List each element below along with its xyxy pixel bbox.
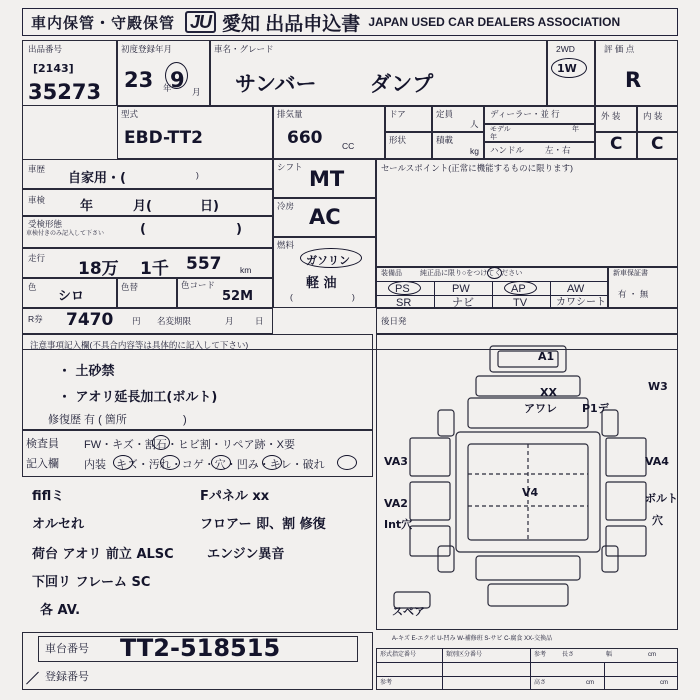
- label-equipment: 装備品: [381, 270, 402, 277]
- circle-mark-kizu: [152, 435, 170, 450]
- diagram-label-int-ana: Int穴: [384, 518, 413, 531]
- value-shuppin-bango: 35273: [28, 80, 102, 104]
- circle-mark-koge: [211, 455, 231, 470]
- free-note-3-left: 荷台 アオリ 前立 ALSC: [32, 547, 174, 562]
- label-name-change-month: 月: [225, 316, 234, 326]
- diagram-label-v4: V4: [522, 486, 539, 499]
- circle-mark-yabure: [337, 455, 357, 470]
- free-note-5-left: 各 AV.: [40, 603, 81, 618]
- header-left-text: 車内保管・守殿保管: [31, 14, 176, 32]
- label-shift: シフト: [277, 162, 303, 172]
- unit-reg-month: 月: [192, 87, 201, 97]
- diagram-label-ana: 穴: [652, 514, 663, 527]
- header-association: JAPAN USED CAR DEALERS ASSOCIATION: [368, 15, 621, 29]
- label-inspection-type: 受検形態: [28, 219, 63, 229]
- label-reference-2: 参考: [380, 680, 393, 686]
- value-new-car-warranty: 有 ・ 無: [618, 289, 649, 299]
- label-registration-number: 登録番号: [45, 671, 89, 683]
- value-shift: MT: [309, 167, 345, 191]
- label-shuppin-bango: 出品番号: [28, 44, 63, 54]
- circle-mark-yogore: [160, 455, 180, 470]
- unit-cm-1: cm: [648, 652, 656, 658]
- value-mileage-rest: 557: [186, 254, 222, 274]
- label-repair-history-close: ): [183, 414, 187, 426]
- label-length: 長さ: [562, 652, 575, 658]
- label-aircon: 冷房: [277, 201, 295, 211]
- value-fuel-other-open: (: [290, 292, 293, 302]
- unit-mileage: km: [240, 265, 252, 275]
- label-reference-1: 参考: [534, 652, 547, 658]
- label-inspection: 車検: [28, 195, 46, 205]
- circle-mark-naiso-kizu: [113, 455, 133, 470]
- cell-history: [22, 159, 273, 189]
- value-fuel-other-close: ): [352, 292, 355, 302]
- value-chassis-number: TT2-518515: [120, 634, 281, 662]
- value-interior: C: [651, 134, 664, 154]
- header-title: 愛知 出品申込書: [222, 13, 361, 35]
- diagram-label-va2: VA2: [384, 497, 408, 510]
- value-aircon: AC: [309, 205, 341, 229]
- value-inspection-day: 日): [200, 199, 219, 214]
- label-load: 積載: [436, 135, 454, 145]
- label-repair-history: 修復歴 有 ( 箇所: [48, 414, 127, 426]
- diagram-legend: A-キズ E-エクボ U-凹み W-補修班 S-サビ C-腐食 XX-交換品: [392, 636, 553, 642]
- footer-divider-v3: [604, 662, 605, 690]
- value-reg-year: 23: [124, 68, 154, 92]
- unit-capacity: 人: [470, 119, 479, 129]
- cell-after-date: [376, 308, 678, 334]
- equipment-leather-seat: カワシート: [556, 297, 606, 308]
- vehicle-diagram-svg: [376, 334, 678, 630]
- value-inspection-type-close: ): [236, 222, 242, 237]
- diagram-label-w3: W3: [648, 380, 668, 393]
- equipment-tv: TV: [513, 297, 528, 309]
- label-interior: 内 装: [643, 111, 663, 121]
- ju-logo: JU: [185, 11, 216, 34]
- footer-table: [376, 648, 678, 690]
- value-fuel-diesel: 軽 油: [306, 276, 337, 291]
- label-name-change-deadline: 名変期限: [157, 316, 192, 326]
- notes-line-2: ・ アオリ延長加工(ボルト): [58, 390, 218, 405]
- value-model-name: サンバー: [235, 72, 317, 96]
- label-mileage: 走行: [28, 253, 46, 263]
- value-inspection-year: 年: [80, 199, 94, 214]
- value-history: 自家用・(: [68, 171, 126, 186]
- value-history-close: ): [196, 170, 199, 180]
- label-exterior: 外 装: [601, 111, 621, 121]
- value-mileage-man: 18万: [78, 259, 119, 279]
- note-equipment: 純正品に限り○をつけてください: [420, 270, 523, 277]
- notes-line-1: ・ 土砂禁: [58, 364, 115, 379]
- value-katashiki: EBD-TT2: [124, 128, 203, 148]
- divider-equipment-v2: [492, 281, 493, 308]
- divider-equipment-v3: [550, 281, 551, 308]
- free-note-4-left: 下回リ フレーム SC: [32, 575, 151, 590]
- cell-sales-point: [376, 159, 678, 267]
- value-recycle-ticket: 7470: [66, 310, 114, 330]
- slash-mark: ／: [26, 672, 40, 687]
- value-exterior: C: [610, 134, 623, 154]
- unit-recycle-ticket: 円: [132, 316, 141, 326]
- value-grade: ダンプ: [370, 72, 434, 96]
- footer-divider-1: [376, 662, 678, 663]
- circle-mark-equipment-note: [487, 267, 502, 279]
- label-width: 幅: [606, 652, 613, 658]
- equipment-sr: SR: [396, 297, 412, 309]
- value-displacement: 660: [287, 128, 323, 148]
- value-inspection-month: 月(: [133, 199, 152, 214]
- label-first-registration: 初度登録年月: [121, 44, 173, 54]
- diagram-label-va3: VA3: [384, 455, 408, 468]
- unit-reg-year: 年: [163, 83, 172, 93]
- inspector-interior-items: キズ・汚れ・コゲ・穴・凹み・キレ・破れ: [116, 459, 325, 471]
- footer-divider-v1: [442, 648, 443, 690]
- label-recycle-ticket: R券: [28, 314, 43, 324]
- value-handle: 左・右: [545, 145, 571, 155]
- label-color-code: 色コード: [181, 280, 216, 290]
- circle-mark-drive: [551, 58, 587, 78]
- equipment-navi: ナビ: [452, 297, 474, 309]
- label-chassis-number: 車台番号: [45, 643, 89, 655]
- free-note-1-mid: Fパネル xx: [200, 489, 270, 504]
- value-mileage-sen: 1千: [140, 259, 169, 279]
- circle-mark-ap: [504, 281, 537, 295]
- value-fuel-gasoline: ガソリン: [306, 254, 350, 267]
- label-interior-row: 内装: [84, 459, 106, 471]
- label-new-car-warranty: 新車保証書: [613, 270, 648, 277]
- label-entry-field: 記入欄: [26, 458, 59, 470]
- label-fuel: 燃料: [277, 240, 295, 250]
- equipment-aw: AW: [567, 283, 585, 295]
- cell-recycle-ticket: [22, 308, 273, 334]
- divider-equipment-v1: [434, 281, 435, 308]
- label-category-classification: 類別区分番号: [446, 652, 483, 658]
- label-displacement: 排気量: [277, 109, 303, 119]
- sheet-header: [22, 8, 678, 36]
- unit-cm-3: cm: [660, 680, 668, 686]
- value-inspection-type-open: (: [140, 222, 146, 237]
- free-note-2-left: オルセれ: [32, 517, 85, 532]
- equipment-ps: PS: [395, 283, 410, 295]
- footer-divider-2: [376, 676, 678, 677]
- label-model: モデル: [490, 126, 511, 133]
- label-history: 車歴: [28, 164, 46, 174]
- inspector-exterior-items: FW・キズ・割石・ヒビ割・リペア跡・X要: [84, 439, 295, 451]
- label-color-change: 色替: [121, 282, 139, 292]
- label-name-change-day: 日: [255, 316, 264, 326]
- diagram-label-a1: A1: [538, 350, 555, 363]
- value-drive: 1W: [557, 62, 577, 75]
- unit-load: kg: [470, 146, 479, 156]
- label-inspector: 検査員: [26, 438, 59, 450]
- label-type-designation: 形式指定番号: [380, 652, 417, 658]
- free-note-3-mid: エンジン異音: [207, 547, 285, 562]
- free-note-2-mid: フロアー 即、割 修復: [200, 517, 326, 532]
- value-color: シロ: [58, 289, 85, 304]
- circle-mark-month: [165, 62, 188, 89]
- label-model-year-sub: 年: [572, 126, 579, 133]
- diagram-label-va4: VA4: [645, 455, 669, 468]
- unit-displacement: CC: [342, 141, 355, 151]
- diagram-label-p1de: P1デ: [582, 402, 609, 415]
- label-capacity: 定員: [436, 109, 454, 119]
- unit-cm-2: cm: [586, 680, 594, 686]
- label-color: 色: [28, 282, 37, 292]
- diagram-label-spare: スペア: [392, 605, 425, 618]
- label-dealer-import: ディーラー・並 行: [490, 109, 560, 119]
- label-model-year-2: 年: [490, 134, 497, 141]
- label-handle: ハンドル: [490, 145, 525, 155]
- label-after-date: 後日発: [381, 316, 407, 326]
- value-shuppin-bracket: [2143]: [33, 62, 74, 75]
- diagram-label-bolt: ボルト: [645, 492, 678, 505]
- equipment-ap: AP: [511, 283, 526, 295]
- label-grade-score: 評 価 点: [604, 44, 635, 54]
- label-katashiki: 型式: [121, 109, 139, 119]
- diagram-label-xx: XX: [540, 386, 557, 399]
- label-model-grade: 車名・グレード: [214, 44, 274, 54]
- circle-mark-ps: [388, 281, 421, 295]
- footer-divider-v2: [530, 648, 531, 690]
- value-grade-score: R: [625, 68, 642, 92]
- note-inspection-type: 車検付きのみ記入して下さい: [26, 231, 105, 237]
- value-reg-month: 9: [170, 68, 185, 92]
- free-note-1-left: ﬁﬂミ: [32, 489, 65, 504]
- label-notes: 注意事項記入欄(不具合内容等は具体的に記入して下さい): [30, 340, 249, 350]
- equipment-pw: PW: [452, 283, 470, 295]
- value-color-code: 52M: [222, 289, 254, 304]
- label-door: ドア: [389, 109, 406, 119]
- label-shape: 形状: [389, 135, 407, 145]
- circle-mark-hekomi: [262, 455, 282, 470]
- label-2wd: 2WD: [556, 44, 575, 54]
- label-sales-point: セールスポイント(正常に機能するものに限ります): [381, 163, 573, 173]
- circle-mark-fuel: [300, 248, 362, 268]
- label-height: 高さ: [534, 680, 547, 686]
- diagram-label-aware: アワレ: [524, 402, 557, 415]
